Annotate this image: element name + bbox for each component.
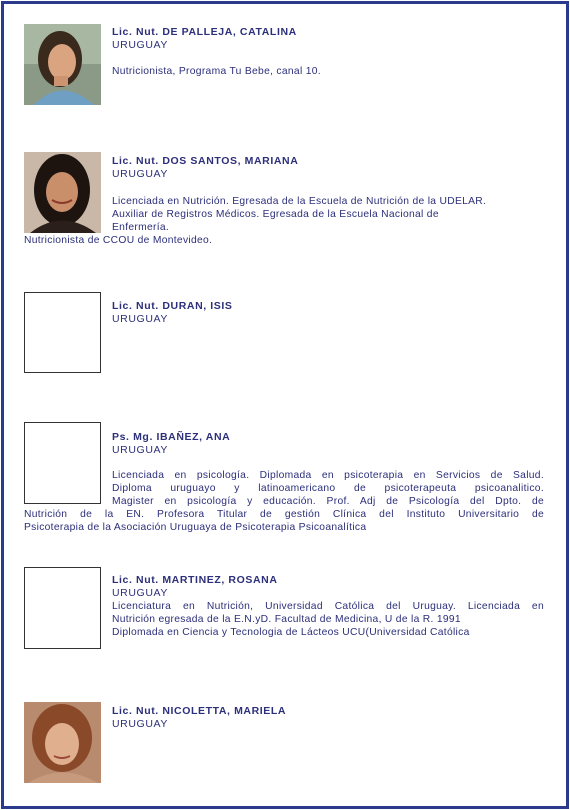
person-description-continued: Nutrición de la EN. Profesora Titular de gestión Clínica del Instituto Universitario de Psicoterapia de la Asociación Uruguaya de Psicoterapia Psicoanalítica (24, 509, 544, 533)
person-name: Lic. Nut. DOS SANTOS, MARIANA (112, 155, 299, 167)
portrait-photo (24, 702, 101, 783)
portrait-photo (24, 24, 101, 105)
person-name: Lic. Nut. NICOLETTA, MARIELA (112, 705, 287, 717)
empty-photo-frame (24, 567, 101, 649)
person-country: URUGUAY (112, 444, 168, 456)
person-description: Nutricionista, Programa Tu Bebe, canal 10. (112, 66, 321, 77)
person-country: URUGUAY (112, 39, 168, 51)
person-country: URUGUAY (112, 168, 168, 180)
person-description: Licenciada en psicología. Diplomada en psicoterapia en Servicios de Salud. Diploma uruguayo y latinoamericano de psicoterapeuta psicoanalitico. Magister en psicología y educación. Prof. Adj de Psicología del Dpto. de (112, 470, 544, 507)
empty-photo-frame (24, 292, 101, 373)
person-description-continued: Nutricionista de CCOU de Montevideo. (24, 235, 213, 246)
person-name: Lic. Nut. DE PALLEJA, CATALINA (112, 26, 297, 38)
person-country: URUGUAY (112, 313, 168, 325)
person-name: Lic. Nut. DURAN, ISIS (112, 300, 233, 312)
person-name: Ps. Mg. IBAÑEZ, ANA (112, 431, 231, 443)
person-country: URUGUAY (112, 718, 168, 730)
person-description: Licenciatura en Nutrición, Universidad Católica del Uruguay. Licenciada en Nutrición egresada de la E.N.yD. Facultad de Medicina, U de la R. 1991 Diplomada en Ciencia y Tecnologia de Lácteos UCU(Universidad Católica (112, 601, 544, 638)
person-name: Lic. Nut. MARTINEZ, ROSANA (112, 574, 278, 586)
page-frame (1, 1, 569, 809)
person-country: URUGUAY (112, 587, 168, 599)
person-description: Licenciada en Nutrición. Egresada de la Escuela de Nutrición de la UDELAR. Auxiliar de Registros Médicos. Egresada de la Escuela Nacional de Enfermería. (112, 196, 487, 233)
empty-photo-frame (24, 422, 101, 504)
portrait-photo (24, 152, 101, 233)
